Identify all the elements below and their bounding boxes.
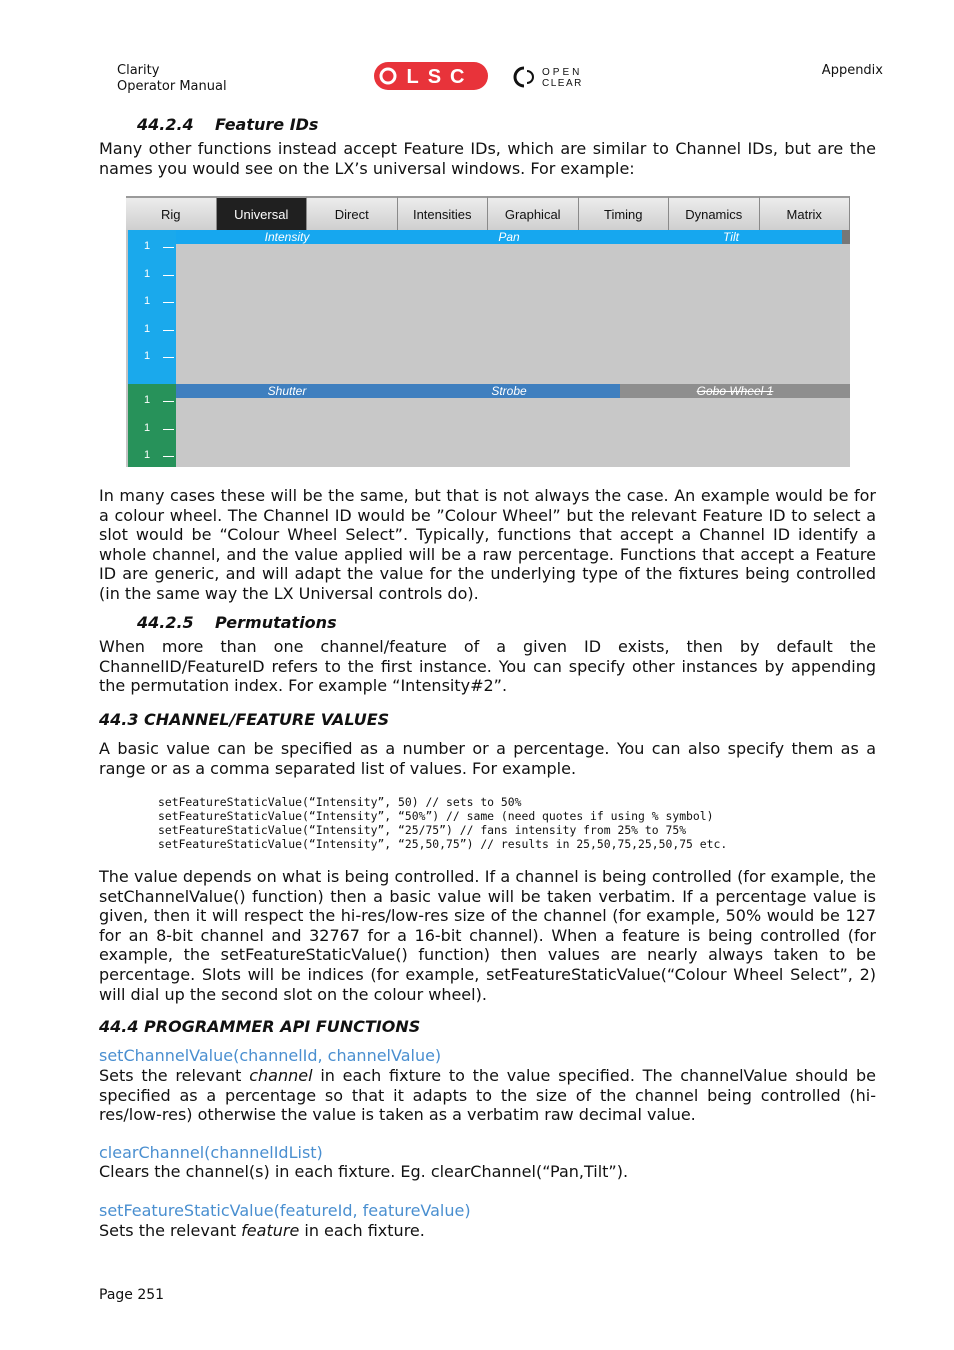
api-set-feature-static-value-desc: [99, 1221, 876, 1241]
feature-intensity[interactable]: Intensity: [264, 230, 310, 244]
fixture-row: [128, 340, 176, 368]
feature-pan[interactable]: Pan: [498, 230, 520, 244]
fixture-number: 1: [144, 295, 151, 307]
desc-text: in each fixture.: [299, 1221, 425, 1240]
paragraph-feature-ids: Many other functions instead accept Feature IDs, which are similar to Channel IDs, but are the names you would see on the LX’s universal windows. For example:: [99, 139, 876, 178]
heading-programmer-api: 44.4 PROGRAMMER API FUNCTIONS: [99, 1017, 421, 1036]
openclear-logo: [510, 64, 610, 90]
feature-shutter[interactable]: Shutter: [267, 384, 307, 398]
row-tick: [163, 429, 174, 430]
fixture-column-blue: [128, 230, 176, 384]
desc-emphasis: channel: [249, 1066, 313, 1085]
paragraph-values: A basic value can be specified as a number or a percentage. You can also specify them as a range or as a comma separated list of values. For example.: [99, 739, 876, 778]
api-set-feature-static-value: setFeatureStaticValue(featureId, featureValue): [99, 1201, 471, 1220]
fixture-row: [128, 258, 176, 286]
header-doc-title: [117, 63, 227, 95]
fixture-row: [128, 384, 176, 412]
row-tick: [163, 330, 174, 331]
header-title-line1: Clarity: [117, 63, 160, 78]
fixture-number: 1: [144, 240, 151, 252]
feature-tilt[interactable]: Tilt: [723, 230, 739, 244]
tab-matrix[interactable]: Matrix: [760, 196, 851, 230]
feature-band-2: [176, 384, 850, 398]
lsc-logo-text: LSC: [406, 66, 474, 88]
fixture-row: [128, 412, 176, 440]
feature-band-1: [176, 230, 842, 244]
heading-permutations: [137, 613, 337, 632]
row-tick: [163, 302, 174, 303]
header-section: Appendix: [821, 63, 883, 78]
page-number: Page 251: [99, 1287, 165, 1303]
tab-graphical[interactable]: Graphical: [488, 196, 579, 230]
row-tick: [163, 275, 174, 276]
heading-text: Permutations: [215, 613, 337, 632]
scrollbar[interactable]: [842, 230, 850, 244]
fixture-row: [128, 285, 176, 313]
api-set-channel-value-desc: [99, 1066, 876, 1125]
heading-feature-ids: [137, 115, 318, 134]
lx-universal-window-screenshot: [126, 196, 850, 467]
tab-timing[interactable]: Timing: [579, 196, 670, 230]
fixture-number: 1: [144, 394, 151, 406]
tab-universal[interactable]: Universal: [217, 196, 308, 230]
header-title-line2: Operator Manual: [117, 79, 227, 94]
heading-text: Feature IDs: [215, 115, 319, 134]
lsc-logo: [374, 62, 488, 90]
paragraph-permutations: When more than one channel/feature of a given ID exists, then by default the ChannelID/FeatureID refers to the first instance. You can specify other instances by appending the permutation index. For example “Intensity#2”.: [99, 637, 876, 696]
tab-bar: [126, 196, 850, 230]
feature-gobo-wheel[interactable]: Gobo Wheel 1: [620, 384, 850, 398]
openclear-logo-bottom: CLEAR: [542, 78, 583, 89]
row-tick: [163, 247, 174, 248]
feature-panel-2: [176, 398, 850, 467]
feature-panel-1: [176, 244, 850, 384]
api-clear-channel: clearChannel(channelIdList): [99, 1143, 323, 1162]
fixture-number: 1: [144, 350, 151, 362]
fixture-number: 1: [144, 421, 151, 434]
openclear-logo-top: OPEN: [542, 67, 583, 78]
fixture-number: 1: [144, 322, 151, 335]
fixture-number: 1: [144, 267, 151, 280]
tab-rig[interactable]: Rig: [126, 196, 217, 230]
fixture-row: [128, 439, 176, 467]
heading-number: 44.2.5: [137, 613, 194, 632]
tab-direct[interactable]: Direct: [307, 196, 398, 230]
fixture-number: 1: [144, 449, 151, 461]
paragraph-value-depends: The value depends on what is being controlled. If a channel is being controlled (for example, the setChannelValue() function) then a basic value will be taken verbatim. If a percentage value is given, then it will respect the hi-res/low-res size of the channel (for example, 50% would be 127 for an 8-bit channel and 32767 for a 16-bit channel). When a feature is being controlled (for example, the setFeatureStaticValue() function) then values are nearly always taken to be percentage. Slots will be indices (for example, setFeatureStaticValue(“Colour Wheel Select”, 2) will dial up the second slot on the colour wheel).: [99, 867, 876, 1004]
row-tick: [163, 357, 174, 358]
fixture-column-green: [128, 384, 176, 467]
paragraph-colour-wheel: In many cases these will be the same, but that is not always the case. An example would be for a colour wheel. The Channel ID would be ”Colour Wheel” but the relevant Feature ID to select a slot would be “Colour Wheel Select”. Typically, functions that accept a Channel ID identify a whole channel, and the value applied will be a raw percentage. Functions that accept a Feature ID are generic, and will adapt the value for the underlying type of the fixtures being controlled (in the same way the LX Universal controls do).: [99, 486, 876, 603]
api-clear-channel-desc: Clears the channel(s) in each fixture. Eg. clearChannel(“Pan,Tilt”).: [99, 1162, 629, 1181]
fixture-row: [128, 313, 176, 341]
desc-emphasis: feature: [241, 1221, 300, 1240]
desc-text: Sets the relevant: [99, 1066, 250, 1085]
tab-intensities[interactable]: Intensities: [398, 196, 489, 230]
heading-number: 44.2.4: [137, 115, 194, 134]
desc-text: Sets the relevant: [99, 1221, 242, 1240]
row-tick: [163, 456, 174, 457]
heading-channel-feature-values: 44.3 CHANNEL/FEATURE VALUES: [99, 710, 390, 729]
code-example: setFeatureStaticValue(“Intensity”, 50) // sets to 50% setFeatureStaticValue(“Intensity”, “50%”) // same (need quotes if using % symbol) setFeatureStaticValue(“Intensity”, “25/75”) // fans intensity from 25% to 75% setFeatureStaticValue(“Intensity”, “25,50,75”) // results in 25,50,75,25,50,75 etc.: [158, 795, 728, 851]
tab-dynamics[interactable]: Dynamics: [669, 196, 760, 230]
feature-strobe[interactable]: Strobe: [491, 384, 527, 398]
fixture-row: [128, 230, 176, 258]
api-set-channel-value: setChannelValue(channelId, channelValue): [99, 1046, 442, 1065]
desc-text: in each fixture to the value specified. The channelValue should be specified as a percentage so that it adapts to the size of the channel being controlled (hi-res/low-res) otherwise the value is taken as a verbatim raw decimal value.: [99, 1066, 877, 1125]
row-tick: [163, 401, 174, 402]
